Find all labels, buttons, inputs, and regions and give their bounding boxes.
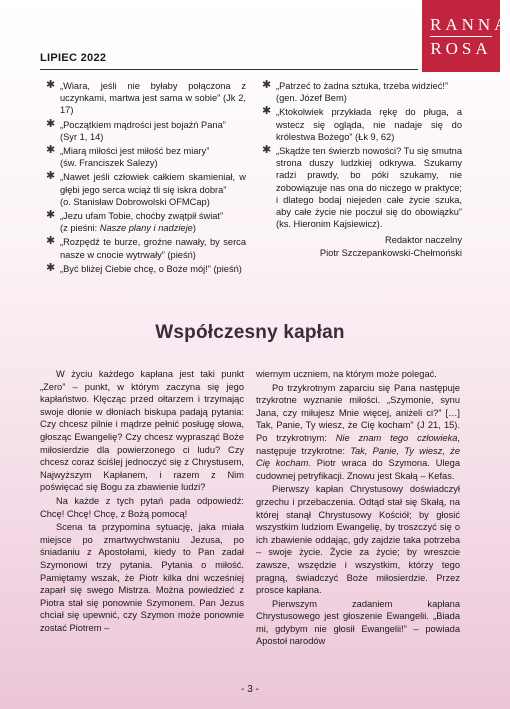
star-icon: ✱ <box>262 144 272 157</box>
article-paragraph: Scena ta przypomina sytuację, jaka miała miejsce po zmartwychwstaniu Jezusa, po śniadaniu z Apostołami, kiedy to Pan zadał Szymonowi trzy pytania. Pytania o miłość. Pamiętamy wszak, że Piotr kilka dni wcześniej zaparł się swego Mistrza. Można powiedzieć z Piotra stał się ponownie Szymonem. Pan Jezus chciał się upewnić, czy Szymon może ponownie zostać Piotrem – <box>40 522 244 633</box>
star-icon: ✱ <box>46 261 56 274</box>
quote-item <box>46 263 246 275</box>
quotes-right-column <box>262 80 462 259</box>
article-paragraph: W życiu każdego kapłana jest taki punkt „Zero” – punkt, w którym zaczyna się jego kapłaństwo. Klęcząc przed ołtarzem i trzymając swoje dłonie w dłoniach biskupa padają pytania: Czy chcesz pilnie i mądrze pełnić posługę słowa, głosząc Ewangelię? Czy chcesz wyprasząć Boże miłosierdzie dla powierzonego ci ludu? Czy chcesz coraz ściślej jednoczyć się z Chrystusem, Najwyższym Kapłanem, i razem z Nim poświęcać się Bogu za zbawienie ludzi? <box>40 369 244 493</box>
editor-name: Piotr Szczepankowski-Chełmoński <box>319 247 462 258</box>
quote-text: „Wiara, jeśli nie byłaby połączona z uczynkami, martwa jest sama w sobie” (Jk 2, 17) <box>60 81 246 116</box>
paragraph-text: Piotr wraca do Szymona. Ulega cudownej petryfikacji. Znowu jest Skałą – Kefas. <box>256 458 460 481</box>
page-number: - 3 - <box>241 684 259 695</box>
star-icon: ✱ <box>46 235 56 248</box>
quote-text: „Miarą miłości jest miłość bez miary” <box>60 146 210 157</box>
quote-text: „Ktokolwiek przykłada rękę do pługa, a wstecz się ogląda, nie nadaje się do królestwa Bożego” (Łk 9, 62) <box>276 107 462 142</box>
quote-text: „Być bliżej Ciebie chcę, o Boże mój!” (pieśń) <box>60 263 242 274</box>
logo-word-rosa: ROSA <box>430 39 492 58</box>
source-prefix: (z pieśni: <box>60 223 100 234</box>
article-paragraph: Pierwszym zadaniem kapłana Chrystusowego jest głoszenie Ewangelii. „Biada mi, gdybym nie głosił Ewangelii!” – powiada Apostoł narodów <box>256 598 460 647</box>
star-icon: ✱ <box>46 79 56 91</box>
quote-item <box>46 171 246 208</box>
quote-text: „Początkiem mądrości jest bojaźń Pana” <box>60 119 226 130</box>
source-song-title: Nasze plany i nadzieje <box>99 223 193 234</box>
quote-source: (o. Stanisław Dobrowolski OFMCap) <box>60 196 210 207</box>
editor-role: Redaktor naczelny <box>385 235 462 246</box>
quote-item <box>262 80 462 104</box>
star-icon: ✱ <box>46 209 56 222</box>
article-left-column <box>40 368 244 635</box>
quote-item <box>46 236 246 260</box>
star-icon: ✱ <box>46 144 56 157</box>
quote-item <box>262 145 462 230</box>
article-title: Współczesny kapłan <box>155 322 345 343</box>
quote-text: „Nawet jeśli człowiek całkiem skamieniał, w głębi jego serca wciąż tli się iskra dobra” <box>60 172 246 195</box>
quote-source: (św. Franciszek Salezy) <box>60 158 158 169</box>
article-paragraph: Pierwszy kapłan Chrystusowy doświadczył grzechu i przebaczenia. Odtąd stał się Skałą, na której stanął Chrystusowy Kościół; by głosić wszystkim ludziom Ewangelię, by troszczyć się o ich zbawienie oddając, gdy zajdzie taka potrzeba – swoje życie. Życie za życie; by wreszcie zawsze, wszędzie i wszystkim, którzy tego pragną, świadczyć Boże miłosierdzie. Przez prosce kapłana. <box>256 484 460 596</box>
article-right-column <box>256 368 460 649</box>
quote-source <box>60 222 246 234</box>
paragraph-text: Po trzykrotnym zaparciu się Pana następuje trzykrotne wyznanie miłości. „Szymonie, synu Jana, czy miłujesz Mnie więcej, aniżeli ci?” […] Tak, Panie, Ty wiesz, że Cię kocham” (J 21, 15). Po trzykrotnym: <box>256 382 460 443</box>
editor-signature <box>262 234 462 259</box>
issue-date: LIPIEC 2022 <box>40 52 107 64</box>
quote-source: (Syr 1, 14) <box>60 131 104 142</box>
quote-item <box>46 119 246 143</box>
star-icon: ✱ <box>46 170 56 183</box>
quote-item <box>262 106 462 143</box>
source-suffix: ) <box>192 223 196 234</box>
article-paragraph: wiernym uczniem, na którym może polegać. <box>256 369 437 379</box>
quote-text: „Rozpędź te burze, groźne nawały, by serca nasze w cnocie wytrwały” (pieśń) <box>60 237 246 260</box>
magazine-logo <box>422 0 510 72</box>
paragraph-text: , następuje trzykrotne: <box>256 432 460 456</box>
italic-quote: Tak, Panie, Ty wiesz, że Cię kocham. <box>256 445 460 469</box>
header-divider <box>40 69 418 70</box>
quote-text: „Skądże ten świerzb nowości? Tu się smutna strona duszy ludzkiej odkrywa. Szukamy radzi prawdy, bo póki szukamy, nie zobowiązuje nas ona do niczego w praktyce; i dlatego bodaj niejeden całe życie szuka, aby całe życie nie poczuł się do obowiązku” (ks. Hieronim Kajsiewicz). <box>276 146 462 230</box>
quote-text: „Jezu ufam Tobie, choćby zwątpił świat” <box>60 211 224 222</box>
quote-item <box>46 145 246 169</box>
article-paragraph: Na każde z tych pytań pada odpowiedź: Chcę! Chcę! Chcę, z Bożą pomocą! <box>40 495 244 519</box>
logo-word-ranna: RANNA <box>430 16 492 37</box>
star-icon: ✱ <box>262 105 272 118</box>
star-icon: ✱ <box>46 117 56 130</box>
star-icon: ✱ <box>262 79 272 91</box>
article-paragraph <box>256 382 460 483</box>
quotes-left-column <box>46 80 246 277</box>
quote-text: „Patrzeć to żadna sztuka, trzeba widzieć!” <box>276 81 449 91</box>
italic-quote: Nie znam tego człowieka <box>335 432 458 443</box>
quote-source: (gen. Józef Bem) <box>276 93 347 104</box>
quote-item <box>46 210 246 234</box>
quote-item <box>46 80 246 117</box>
